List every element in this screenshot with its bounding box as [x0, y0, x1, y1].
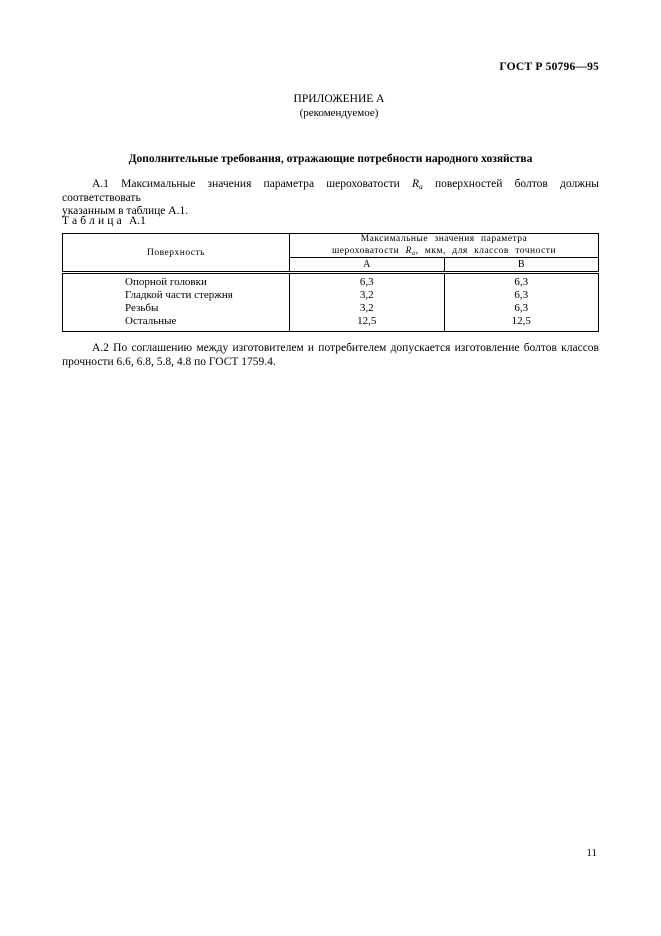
roughness-symbol: $R_a$ — [411, 178, 423, 191]
merged-header-line2: шероховатости — [331, 245, 400, 256]
table-row — [63, 273, 599, 290]
paragraph-a1-line2: указанным в таблице А.1. — [62, 205, 189, 217]
value-class-b: 6,3 — [444, 289, 599, 302]
surface-cell: Опорной головки — [63, 273, 290, 290]
table-row — [63, 289, 599, 302]
roughness-table — [62, 233, 599, 332]
value-class-b: 12,5 — [444, 315, 599, 332]
paragraph-a1-text: А.1 Максимальные значения параметра шероховатости — [92, 178, 400, 190]
value-class-b: 6,3 — [444, 302, 599, 315]
value-class-a: 12,5 — [357, 315, 377, 327]
paragraph-a1-text: поверхностей болтов должны соответствовать — [62, 178, 600, 204]
merged-header-line2-tail: , мкм, для классов точности — [415, 245, 557, 256]
surface-cell: Резьбы — [63, 302, 290, 315]
column-header-class-b: В — [444, 258, 599, 273]
surface-cell: Гладкой части стержня — [63, 289, 290, 302]
paragraph-a1 — [62, 178, 599, 219]
merged-header-line1: Максимальные значения параметра — [360, 234, 528, 244]
appendix-heading — [18, 93, 660, 120]
paragraph-a2-line2: прочности 6.6, 6.8, 5.8, 4.8 по ГОСТ 1759.4. — [62, 355, 276, 368]
paragraph-a2 — [62, 342, 599, 369]
value-class-b: 6,3 — [444, 273, 599, 290]
page-number: 11 — [586, 847, 597, 859]
value-class-a: 3,2 — [359, 302, 374, 314]
value-class-a: 3,2 — [359, 289, 374, 301]
column-header-merged — [290, 234, 599, 258]
table-label-word: Таблица — [62, 215, 125, 227]
table-header — [63, 234, 599, 273]
document-code: ГОСТ Р 50796—95 — [499, 61, 599, 73]
roughness-symbol: $R_a$ — [405, 245, 416, 257]
appendix-subtitle: (рекомендуемое) — [299, 106, 379, 119]
table-label-number: А.1 — [128, 215, 146, 227]
table-row — [63, 302, 599, 315]
column-header-surface: Поверхность — [63, 234, 290, 273]
section-title: Дополнительные требования, отражающие потребности народного хозяйства — [128, 153, 533, 165]
value-class-a: 6,3 — [359, 276, 374, 288]
table-label — [62, 215, 146, 227]
column-header-class-a: А — [290, 258, 445, 273]
table-body — [63, 273, 599, 332]
appendix-title: ПРИЛОЖЕНИЕ А — [293, 93, 385, 105]
surface-cell: Остальные — [63, 315, 290, 332]
paragraph-a2-line1: А.2 По соглашению между изготовителем и потребителем допускается изготовление болтов классов — [92, 342, 599, 354]
table-row — [63, 315, 599, 332]
paragraph-a1-line1 — [62, 178, 599, 205]
